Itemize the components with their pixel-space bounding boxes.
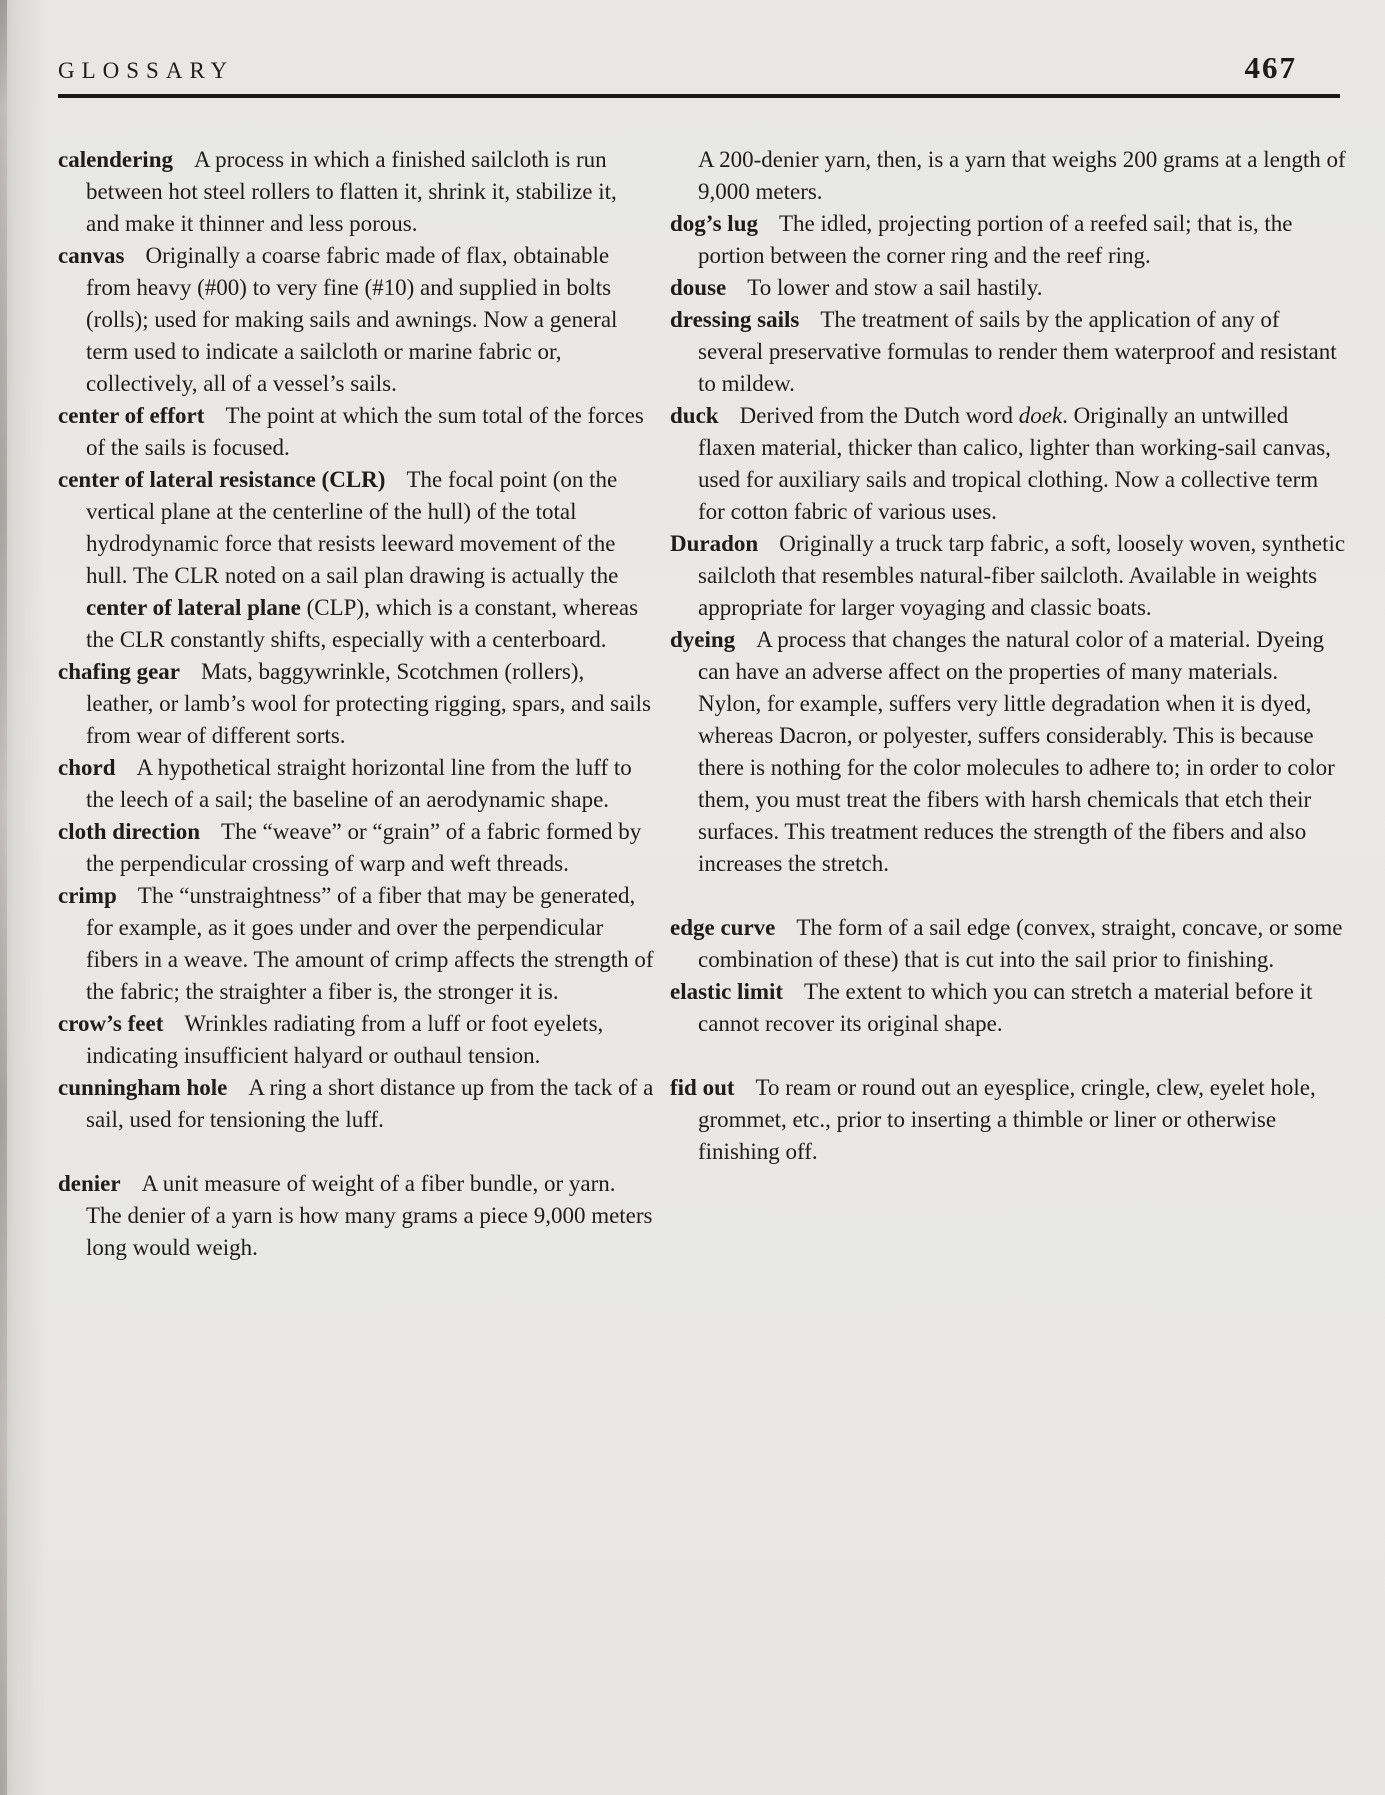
glossary-entry [670,400,1347,528]
glossary-definition-segment: The “unstraightness” of a fiber that may be generated, for example, as it goes under and over the perpendicular fibers in a weave. The amount of crimp affects the strength of the fabric; the straighter a fiber is, the stronger it is. [86,883,654,1004]
glossary-definition-segment: The “weave” or “grain” of a fabric formed by the perpendicular crossing of warp and weft threads. [86,819,642,876]
glossary-definition-segment: The idled, projecting portion of a reefed sail; that is, the portion between the corner ring and the reef ring. [698,211,1293,268]
glossary-definition-segment: A process that changes the natural color of a material. Dyeing can have an adverse affect on the properties of many materials. Nylon, for example, suffers very little degradation when it is dyed, whereas Dacron, or polyester, suffers considerably. This is because there is nothing for the color molecules to adhere to; in order to color them, you must treat the fibers with harsh chemicals that etch their surfaces. This treatment reduces the strength of the fibers and also increases the stretch. [698,627,1335,876]
glossary-term: denier [58,1171,121,1196]
glossary-definition-segment: A 200-denier yarn, then, is a yarn that weighs 200 grams at a length of 9,000 meters. [698,147,1346,204]
glossary-definition-segment: (CLP), which is a constant, whereas the CLR constantly shifts, especially with a centerboard. [86,595,639,652]
glossary-definition-segment: Derived from the Dutch word [739,403,1019,428]
glossary-entry [58,1072,655,1136]
glossary-definition-segment: To ream or round out an eyesplice, cringle, clew, eyelet hole, grommet, etc., prior to inserting a thimble or liner or otherwise finishing off. [698,1075,1316,1164]
glossary-entry [58,144,655,240]
glossary-term: canvas [58,243,125,268]
glossary-term: chord [58,755,116,780]
glossary-term: cloth direction [58,819,201,844]
glossary-term: fid out [670,1075,735,1100]
glossary-entry [670,144,1347,208]
glossary-definition-segment: The focal point (on the vertical plane at the centerline of the hull) of the total hydrodynamic force that resists leeward movement of the hull. The CLR noted on a sail plan drawing is actually the [86,467,619,588]
glossary-term: edge curve [670,915,776,940]
glossary-column-left [58,144,655,1264]
glossary-term: elastic limit [670,979,784,1004]
glossary-term: dressing sails [670,307,800,332]
glossary-column-right [670,144,1347,1264]
glossary-definition-segment: . Originally an untwilled flaxen material, thicker than calico, lighter than working-sail canvas, used for auxiliary sails and tropical clothing. Now a collective term for cotton fabric of various uses. [698,403,1331,524]
glossary-definition-segment: center of lateral plane [86,595,301,620]
glossary-definition-segment: doek [1018,403,1063,428]
glossary-entry [58,816,655,880]
glossary-entry [58,240,655,400]
glossary-entry [58,752,655,816]
glossary-definition-segment: A hypothetical straight horizontal line from the luff to the leech of a sail; the baseline of an aerodynamic shape. [86,755,632,812]
glossary-entry [670,208,1347,272]
glossary-entry [670,304,1347,400]
glossary-entry [670,528,1347,624]
glossary-term: chafing gear [58,659,181,684]
glossary-entry [58,400,655,464]
glossary-definition-segment: Wrinkles radiating from a luff or foot eyelets, indicating insufficient halyard or outhaul tension. [86,1011,604,1068]
glossary-term: duck [670,403,719,428]
glossary-entry [58,1008,655,1072]
glossary-term: Duradon [670,531,759,556]
page-header [0,0,1385,86]
page-number: 467 [1244,50,1297,85]
glossary-term: crimp [58,883,117,908]
glossary-term: dog’s lug [670,211,758,236]
glossary-definition-segment: Mats, baggywrinkle, Scotchmen (rollers), leather, or lamb’s wool for protecting rigging, spars, and sails from wear of different sorts. [86,659,652,748]
glossary-definition-segment: A ring a short distance up from the tack of a sail, used for tensioning the luff. [86,1075,654,1132]
glossary-definition-segment: Originally a truck tarp fabric, a soft, loosely woven, synthetic sailcloth that resembles natural-fiber sailcloth. Available in weights appropriate for larger voyaging and classic boats. [698,531,1346,620]
glossary-term: center of lateral resistance (CLR) [58,467,386,492]
glossary-term: center of effort [58,403,205,428]
glossary-definition-segment: A process in which a finished sailcloth is run between hot steel rollers to flatten it, shrink it, stabilize it, and make it thinner and less porous. [86,147,617,236]
glossary-entry [670,272,1347,304]
glossary-entry [670,1072,1347,1168]
glossary-entry [58,464,655,656]
glossary-running-head: GLOSSARY [58,58,235,83]
glossary-entry [670,624,1347,880]
glossary-definition-segment: To lower and stow a sail hastily. [747,275,1043,300]
glossary-term: cunningham hole [58,1075,228,1100]
glossary-entry [58,1168,655,1264]
glossary-definition-segment: The form of a sail edge (convex, straight, concave, or some combination of these) that is cut into the sail prior to finishing. [698,915,1343,972]
glossary-term: calendering [58,147,173,172]
glossary-definition-segment: The point at which the sum total of the forces of the sails is focused. [86,403,644,460]
glossary-columns [0,98,1385,1264]
glossary-definition-segment: The treatment of sails by the application of any of several preservative formulas to render them waterproof and resistant to mildew. [698,307,1337,396]
glossary-definition-segment: The extent to which you can stretch a material before it cannot recover its original shape. [698,979,1313,1036]
glossary-entry [58,880,655,1008]
glossary-entry [670,912,1347,976]
glossary-definition-segment: A unit measure of weight of a fiber bundle, or yarn. The denier of a yarn is how many grams a piece 9,000 meters long would weigh. [86,1171,653,1260]
glossary-term: douse [670,275,727,300]
glossary-entry [58,656,655,752]
glossary-term: dyeing [670,627,736,652]
glossary-entry [670,976,1347,1040]
glossary-definition-segment: Originally a coarse fabric made of flax, obtainable from heavy (#00) to very fine (#10) and supplied in bolts (rolls); used for making sails and awnings. Now a general term used to indicate a sailcloth or marine fabric or, collectively, all of a vessel’s sails. [86,243,618,396]
glossary-term: crow’s feet [58,1011,164,1036]
